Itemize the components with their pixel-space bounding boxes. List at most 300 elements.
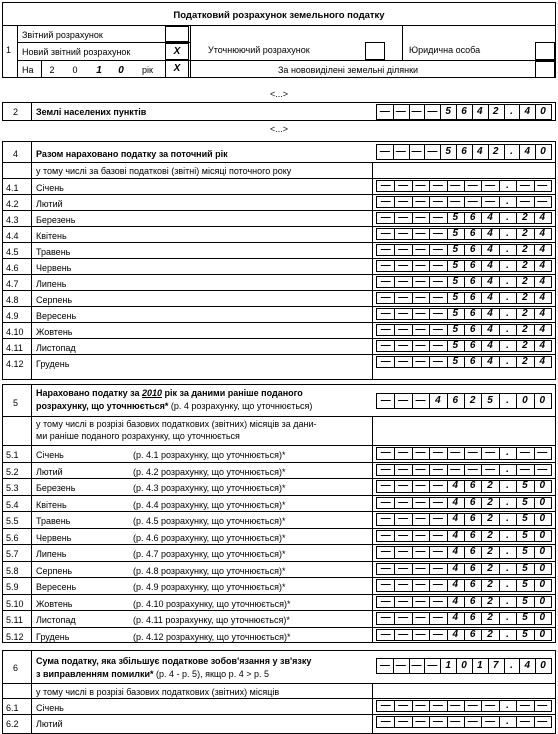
amount-digit: —	[432, 579, 443, 590]
ellipsis-1: <...>	[269, 89, 288, 99]
section-5-row-amount	[376, 629, 552, 642]
amount-digit: —	[537, 716, 548, 727]
amount-digit: 4	[539, 356, 546, 367]
amount-digit: .	[506, 228, 509, 239]
amount-digit: 4	[452, 513, 459, 524]
amount-digit: 5	[452, 244, 459, 255]
amount-digit: 6	[469, 496, 476, 508]
amount-digit: —	[485, 716, 496, 727]
section-5-row-reference: (р. 4.5 розрахунку, що уточнюється)*	[133, 516, 286, 526]
amount-digit: 2	[487, 496, 493, 508]
amount-digit: —	[432, 562, 443, 574]
amount-digit: .	[506, 308, 509, 319]
section-4-row-amount	[376, 196, 552, 208]
amount-digit: —	[398, 546, 409, 557]
checkbox-year[interactable]: X	[165, 60, 189, 78]
amount-digit: .	[506, 463, 509, 475]
amount-digit: —	[432, 529, 443, 541]
amount-digit: 5	[522, 529, 528, 541]
checkbox-novovydileni[interactable]	[535, 61, 555, 78]
checkbox-utochniuiuchyi[interactable]	[365, 42, 385, 60]
amount-digit: —	[398, 324, 409, 335]
amount-digit: —	[398, 463, 409, 475]
amount-digit: —	[379, 660, 390, 671]
section-4-row-month: Грудень	[36, 359, 70, 369]
section-6-row-month: Січень	[36, 703, 64, 713]
amount-digit: 0	[540, 106, 546, 117]
section-5-label-line1: Нараховано податку за 2010 рік за даними раніше поданого	[36, 388, 303, 398]
amount-digit: —	[380, 276, 391, 287]
line-2-number: 2	[13, 107, 19, 117]
amount-digit: —	[398, 480, 409, 491]
amount-digit: —	[432, 496, 443, 508]
amount-digit: —	[450, 700, 461, 711]
amount-digit: 5	[522, 480, 528, 491]
amount-digit: 5	[487, 395, 493, 406]
amount-digit: —	[398, 196, 409, 207]
section-5-row-reference: (р. 4.4 розрахунку, що уточнюється)*	[133, 499, 286, 510]
amount-digit: 0	[539, 513, 546, 524]
section-4-row-amount	[376, 292, 552, 304]
amount-digit: 4	[539, 292, 546, 303]
section-5-row-month: Червень	[36, 532, 72, 543]
amount-digit: 5	[445, 146, 451, 157]
amount-digit: —	[432, 595, 443, 607]
section-5-row-month: Листопад	[36, 615, 76, 625]
amount-digit: —	[519, 463, 530, 475]
amount-digit: 2	[487, 546, 493, 557]
amount-digit: —	[485, 180, 496, 191]
amount-digit: 6	[469, 480, 476, 491]
section-5-row-reference: (р. 4.7 розрахунку, що уточнюється)*	[133, 549, 286, 559]
amount-digit: 4	[477, 106, 483, 117]
amount-digit: —	[380, 546, 391, 557]
amount-digit: 4	[524, 106, 531, 117]
amount-digit: —	[415, 228, 426, 239]
amount-digit: —	[450, 716, 461, 727]
amount-digit: —	[450, 180, 461, 191]
amount-digit: —	[398, 716, 409, 727]
ellipsis-2: <...>	[269, 124, 288, 134]
section-5-row-number: 5.1	[6, 450, 19, 460]
amount-digit: —	[432, 260, 443, 271]
amount-digit: .	[506, 716, 509, 727]
amount-digit: —	[398, 395, 409, 406]
amount-digit: —	[415, 529, 426, 541]
amount-digit: .	[506, 562, 509, 574]
form-title: Податковий розрахунок земельного податку	[173, 10, 385, 21]
amount-digit: —	[398, 612, 409, 623]
section-4-row-month: Березень	[36, 215, 76, 225]
amount-digit: —	[398, 496, 409, 508]
amount-digit: —	[415, 562, 426, 574]
amount-digit: 6	[469, 529, 476, 541]
section-5-row-month: Березень	[36, 483, 76, 493]
amount-digit: —	[380, 595, 391, 607]
section-5-row-number: 5.3	[6, 483, 19, 493]
section-5-row-month: Жовтень	[36, 598, 73, 609]
section-6-row-month: Лютий	[36, 719, 63, 729]
amount-digit: .	[510, 146, 513, 157]
amount-digit: —	[415, 546, 426, 557]
amount-digit: 2	[487, 612, 493, 623]
amount-digit: —	[519, 716, 530, 727]
section-5-row-number: 5.9	[6, 582, 19, 592]
section-5-row-amount	[376, 530, 552, 543]
amount-digit: 4	[452, 612, 459, 623]
amount-digit: —	[427, 660, 438, 671]
amount-digit: 0	[539, 612, 546, 623]
checkbox-zvitnyi[interactable]	[165, 26, 189, 42]
section-4-row-month: Липень	[36, 279, 67, 289]
section-5-row-number: 5.10	[6, 598, 24, 609]
label-yurydychna: Юридична особа	[409, 45, 481, 55]
amount-digit: —	[450, 196, 461, 207]
section-4-row-amount	[376, 324, 552, 336]
amount-digit: —	[415, 612, 426, 623]
amount-digit: —	[380, 447, 391, 458]
amount-digit: .	[506, 546, 509, 557]
amount-digit: 4	[487, 276, 493, 287]
amount-digit: —	[415, 579, 426, 590]
amount-digit: —	[467, 196, 478, 207]
amount-digit: —	[398, 529, 409, 541]
year-digit-3: 1	[96, 65, 102, 76]
amount-digit: .	[506, 480, 509, 491]
amount-digit: —	[427, 146, 438, 157]
amount-digit: —	[380, 513, 391, 524]
section-5-row-amount	[376, 563, 552, 576]
amount-digit: 5	[452, 340, 459, 351]
amount-digit: .	[506, 579, 509, 590]
amount-digit: —	[395, 660, 406, 671]
amount-digit: —	[432, 212, 443, 223]
label-na: На	[22, 65, 34, 75]
amount-digit: —	[432, 324, 443, 335]
amount-digit: 4	[539, 308, 546, 319]
amount-digit: 6	[469, 292, 476, 303]
amount-digit: —	[415, 260, 426, 271]
section-6-number: 6	[13, 663, 19, 673]
amount-digit: —	[432, 276, 443, 287]
amount-digit: —	[380, 496, 391, 508]
amount-digit: 4	[487, 244, 493, 255]
amount-digit: 2	[487, 628, 493, 640]
amount-digit: 4	[524, 146, 531, 157]
amount-digit: —	[380, 244, 391, 255]
amount-digit: —	[467, 447, 478, 458]
amount-digit: 2	[522, 244, 528, 255]
amount-digit: 5	[452, 260, 459, 271]
section-5-row-amount	[376, 579, 552, 592]
section-5-row-number: 5.8	[6, 565, 19, 576]
section-4-row-month: Жовтень	[36, 327, 73, 337]
amount-digit: —	[432, 546, 443, 557]
section-5-row-amount	[376, 447, 552, 460]
section-5-row-reference: (р. 4.3 розрахунку, що уточнюється)*	[133, 483, 286, 493]
amount-digit: —	[415, 716, 426, 727]
amount-digit: .	[506, 628, 509, 640]
amount-digit: 0	[539, 480, 546, 491]
amount-digit: —	[537, 180, 548, 191]
amount-digit: 6	[469, 324, 476, 335]
amount-digit: —	[398, 579, 409, 590]
amount-digit: —	[380, 212, 391, 223]
amount-digit: 6	[469, 244, 476, 255]
amount-digit: 5	[522, 579, 528, 590]
section-5-row-month: Вересень	[36, 582, 77, 592]
section-6-label-line2: з виправленням помилки* (р. 4 - р. 5), якщо р. 4 > р. 5	[36, 669, 269, 679]
amount-digit: —	[415, 595, 426, 607]
section-5-row-month: Грудень	[36, 631, 70, 642]
amount-digit: 6	[461, 146, 467, 157]
amount-digit: 2	[487, 513, 493, 524]
amount-digit: —	[379, 146, 390, 157]
amount-digit: .	[506, 212, 509, 223]
amount-digit: 4	[452, 579, 459, 590]
section-5-row-month: Лютий	[36, 466, 63, 477]
amount-digit: —	[467, 700, 478, 711]
amount-digit: —	[415, 180, 426, 191]
amount-digit: 4	[524, 660, 531, 671]
amount-digit: 6	[469, 356, 476, 367]
amount-digit: —	[432, 612, 443, 623]
section-5-row-month: Січень	[36, 450, 64, 460]
amount-digit: 6	[469, 579, 476, 590]
amount-digit: .	[506, 395, 509, 406]
amount-digit: 2	[522, 292, 528, 303]
amount-digit: —	[398, 212, 409, 223]
label-zvitnyi: Звітний розрахунок	[22, 30, 103, 40]
amount-digit: 4	[487, 324, 493, 335]
section-4-row-number: 4.2	[6, 199, 19, 209]
section-5-row-number: 5.6	[6, 532, 19, 543]
amount-digit: 0	[539, 529, 546, 541]
amount-digit: —	[398, 244, 409, 255]
year-digit-2: 0	[72, 65, 78, 75]
section-5-row-number: 5.4	[6, 499, 19, 510]
amount-digit: —	[395, 146, 406, 157]
section-4-row-number: 4.4	[6, 231, 19, 241]
section-4-row-amount	[376, 244, 552, 256]
amount-digit: 0	[539, 595, 546, 607]
amount-digit: 4	[477, 146, 483, 157]
amount-digit: 5	[452, 276, 459, 287]
amount-digit: 6	[469, 308, 476, 319]
amount-digit: —	[380, 356, 391, 367]
amount-digit: —	[398, 308, 409, 319]
amount-digit: —	[537, 447, 548, 458]
amount-digit: 4	[539, 212, 546, 223]
amount-digit: —	[432, 196, 443, 207]
section-5-row-reference: (р. 4.11 розрахунку, що уточнюється)*	[133, 615, 290, 625]
amount-digit: —	[415, 513, 426, 524]
amount-digit: —	[450, 447, 461, 458]
amount-digit: 5	[522, 628, 528, 640]
amount-digit: —	[380, 308, 391, 319]
amount-digit: 0	[461, 660, 467, 671]
amount-digit: —	[398, 595, 409, 607]
amount-digit: 2	[487, 529, 493, 541]
amount-digit: 4	[452, 562, 459, 574]
label-novyi: Новий звітний розрахунок	[22, 47, 131, 57]
amount-digit: 0	[539, 395, 546, 406]
amount-digit: —	[380, 480, 391, 491]
amount-digit: 5	[522, 496, 528, 508]
amount-digit: 0	[539, 579, 546, 590]
amount-digit: .	[506, 612, 509, 623]
section-5-sub-line1: у тому числі в розрізі базових податкових (звітних) місяців за дани-	[36, 419, 317, 429]
amount-digit: —	[415, 628, 426, 640]
amount-digit: —	[415, 292, 426, 303]
section-5-row-month: Серпень	[36, 565, 73, 576]
amount-digit: .	[506, 513, 509, 524]
amount-digit: —	[415, 447, 426, 458]
amount-digit: 5	[452, 356, 459, 367]
section-4-row-amount	[376, 212, 552, 224]
amount-digit: —	[432, 244, 443, 255]
amount-digit: .	[506, 324, 509, 335]
amount-digit: —	[415, 700, 426, 711]
amount-digit: —	[485, 463, 496, 475]
amount-digit: —	[467, 180, 478, 191]
amount-digit: 2	[487, 480, 493, 491]
amount-digit: 4	[539, 228, 546, 239]
section-4-row-month: Квітень	[36, 231, 67, 241]
amount-digit: —	[379, 106, 390, 117]
amount-digit: 6	[469, 276, 476, 287]
section-4-row-amount	[376, 340, 552, 352]
amount-digit: —	[450, 463, 461, 475]
amount-digit: —	[380, 180, 391, 191]
section-4-row-month: Лютий	[36, 199, 63, 209]
section-6-row-amount	[376, 700, 552, 712]
amount-digit: 6	[469, 340, 476, 351]
amount-digit: 6	[469, 612, 476, 623]
section-5-row-amount	[376, 497, 552, 510]
amount-digit: .	[506, 595, 509, 607]
section-5-row-amount	[376, 464, 552, 477]
amount-digit: —	[415, 395, 426, 406]
amount-digit: 4	[487, 340, 493, 351]
section-5-row-reference: (р. 4.8 розрахунку, що уточнюється)*	[133, 565, 286, 576]
amount-digit: —	[432, 356, 443, 367]
amount-digit: —	[411, 146, 422, 157]
amount-digit: —	[432, 480, 443, 491]
checkbox-novyi[interactable]: X	[165, 43, 189, 60]
amount-digit: —	[432, 716, 443, 727]
section-4-amount	[376, 144, 552, 160]
amount-digit: —	[380, 579, 391, 590]
amount-digit: 4	[487, 260, 493, 271]
amount-digit: —	[432, 308, 443, 319]
amount-digit: .	[506, 292, 509, 303]
amount-digit: 2	[522, 356, 528, 367]
amount-digit: —	[380, 324, 391, 335]
amount-digit: —	[432, 513, 443, 524]
checkbox-yurydychna[interactable]	[535, 42, 555, 60]
amount-digit: .	[510, 660, 513, 671]
amount-digit: 6	[469, 228, 476, 239]
amount-digit: —	[380, 529, 391, 541]
amount-digit: —	[411, 660, 422, 671]
amount-digit: —	[398, 562, 409, 574]
amount-digit: 4	[539, 260, 546, 271]
amount-digit: —	[380, 716, 391, 727]
amount-digit: 5	[452, 324, 459, 335]
amount-digit: —	[380, 196, 391, 207]
amount-digit: 2	[522, 260, 528, 271]
section-6-label-line1: Сума податку, яка збільшує податкове зобов'язання у зв'язку	[36, 656, 312, 666]
amount-digit: —	[398, 228, 409, 239]
amount-digit: 2	[487, 562, 493, 574]
section-5-row-reference: (р. 4.2 розрахунку, що уточнюється)*	[133, 466, 286, 477]
section-4-row-month: Серпень	[36, 295, 73, 305]
section-5-row-amount	[376, 612, 552, 625]
section-5-row-amount	[376, 546, 552, 559]
amount-digit: 4	[539, 244, 546, 255]
amount-digit: 2	[492, 146, 499, 157]
amount-digit: 7	[492, 660, 499, 671]
amount-digit: .	[506, 244, 509, 255]
amount-digit: —	[411, 106, 422, 117]
section-4-row-number: 4.12	[6, 359, 24, 369]
section-5-row-amount	[376, 596, 552, 609]
amount-digit: .	[506, 447, 509, 458]
section-4-row-month: Листопад	[36, 343, 76, 353]
amount-digit: 6	[469, 212, 476, 223]
amount-digit: 5	[445, 106, 451, 117]
amount-digit: —	[485, 196, 496, 207]
amount-digit: 4	[452, 546, 459, 557]
amount-digit: 2	[522, 308, 528, 319]
amount-digit: —	[380, 292, 391, 303]
amount-digit: 4	[452, 529, 459, 541]
amount-digit: 4	[435, 395, 441, 406]
section-6-row-amount	[376, 716, 552, 728]
row-number-1: 1	[6, 45, 12, 55]
amount-digit: —	[398, 340, 409, 351]
section-5-row-number: 5.12	[6, 631, 24, 642]
amount-digit: —	[398, 513, 409, 524]
section-4-sub: у тому числі за базові податкові (звітні) місяці поточного року	[36, 166, 292, 176]
amount-digit: —	[415, 244, 426, 255]
amount-digit: 4	[487, 308, 493, 319]
amount-digit: 2	[492, 106, 499, 117]
amount-digit: —	[380, 463, 391, 475]
amount-digit: .	[510, 106, 513, 117]
amount-digit: 6	[469, 513, 476, 524]
section-5-sub-line2: ми раніше поданого розрахунку, що уточнюється	[36, 431, 240, 441]
section-5-row-number: 5.2	[6, 466, 19, 477]
amount-digit: —	[415, 463, 426, 475]
amount-digit: —	[415, 496, 426, 508]
amount-digit: 2	[522, 212, 528, 223]
amount-digit: —	[380, 562, 391, 574]
amount-digit: 0	[539, 562, 546, 574]
amount-digit: —	[398, 276, 409, 287]
section-4-row-amount	[376, 276, 552, 288]
section-6-row-number: 6.2	[6, 719, 19, 729]
amount-digit: —	[398, 628, 409, 640]
amount-digit: —	[432, 628, 443, 640]
section-5-row-reference: (р. 4.10 розрахунку, що уточнюється)*	[133, 598, 291, 609]
section-4-number: 4	[13, 149, 19, 159]
label-novovydileni: За нововиділені земельні ділянки	[278, 65, 419, 75]
section-5-row-month: Квітень	[36, 499, 67, 510]
amount-digit: 4	[487, 356, 493, 367]
amount-digit: —	[380, 260, 391, 271]
